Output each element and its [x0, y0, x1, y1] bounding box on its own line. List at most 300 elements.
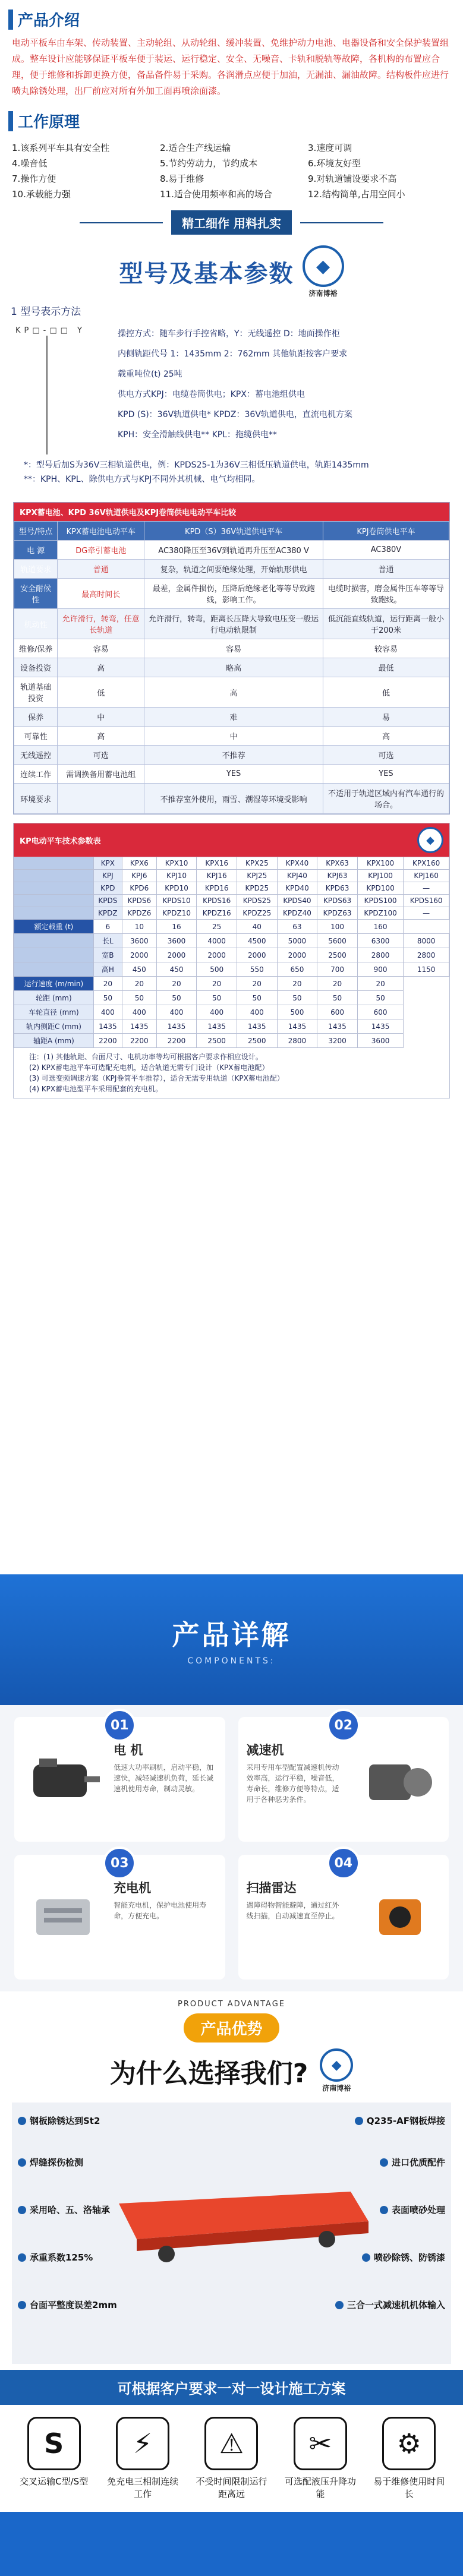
tech-cell: —: [404, 882, 449, 895]
lift-icon: ✂: [294, 2417, 347, 2470]
part-number: 04: [327, 1846, 360, 1880]
model-diagram: [11, 324, 452, 454]
motor-image: [14, 1717, 111, 1842]
tech-row: [14, 1034, 449, 1048]
tech-cell: 3200: [317, 1034, 358, 1048]
compare-body: [14, 541, 449, 814]
compare-cell: 允许滑行，转弯，任意长轨道: [58, 609, 144, 639]
compare-row: [14, 560, 449, 579]
tech-cell: 2200: [156, 1034, 197, 1048]
logo-text: 济南博裕: [308, 289, 338, 298]
working-section: [0, 110, 463, 207]
model-line: 载重吨位(t) 25吨: [118, 370, 182, 379]
compare-row-label: 安全耐候性: [14, 579, 58, 609]
part-desc: 低速大功率刷机，启动平稳，加速快，减轻减速机负荷，延长减速机使用寿命，制动灵敏。: [114, 1763, 214, 1793]
tech-cell: 400: [237, 1005, 278, 1019]
working-item: 11.适合使用频率和高的场合: [160, 189, 272, 200]
tech-cell: 1435: [156, 1019, 197, 1034]
model-line: 内侧轨距代号 1：1435mm 2：762mm 其他轨距按客户要求: [118, 349, 348, 359]
reducer-image: [352, 1717, 449, 1842]
compare-cell: 需调换备用蓄电池组: [58, 765, 144, 784]
why-logo-icon: ◆: [320, 2048, 353, 2082]
tech-row: [14, 948, 449, 962]
compare-cell: 中: [58, 708, 144, 727]
tech-cell: 2200: [93, 1034, 122, 1048]
working-title: 工作原理: [18, 113, 80, 131]
tech-cell: KPDS160: [404, 895, 449, 907]
compare-row-label: 环境要求: [14, 784, 58, 814]
tech-cell: KPJ6: [122, 870, 156, 882]
tech-row-label: 轮距 (mm): [14, 991, 94, 1005]
tech-cell: KPX16: [197, 857, 237, 870]
tech-row: [14, 1005, 449, 1019]
gear-reducer-icon: [358, 1747, 442, 1812]
tech-cell: 50: [122, 991, 156, 1005]
tech-cell: 50: [277, 991, 317, 1005]
part-desc: 采用专用车型配置减速机传动效率高，运行平稳，噪音低，寿命长，维修方便等特点，适用于各种恶劣条件。: [246, 1763, 339, 1804]
feature-icon-label: 不受时间限制运行距离远: [196, 2476, 267, 2499]
compare-row-label: 轨道要求: [14, 560, 58, 579]
working-item: 10.承载能力强: [12, 189, 71, 200]
tech-row-label: KPJ: [93, 870, 122, 882]
model-title-row: [0, 245, 463, 298]
tech-row-label: KPDZ: [93, 907, 122, 920]
tech-cell: KPDS63: [317, 895, 358, 907]
tech-cell: 400: [93, 1005, 122, 1019]
tech-cell: 50: [156, 991, 197, 1005]
tech-group-label: [14, 857, 94, 870]
compare-cell: 可选: [58, 746, 144, 765]
intro-section: [0, 0, 463, 99]
tech-cell: 2500: [237, 1034, 278, 1048]
compare-cell: 高: [144, 677, 323, 708]
tech-cell: 100: [317, 920, 358, 934]
compare-row: [14, 727, 449, 746]
compare-cell: 不推荐: [144, 746, 323, 765]
compare-cell: 低: [58, 677, 144, 708]
compare-cell: 不推荐室外使用，雨雪、潮湿等环境受影响: [144, 784, 323, 814]
tech-cell: 700: [317, 962, 358, 977]
working-item: 2.适合生产线运输: [160, 143, 231, 153]
working-accent-bar: [8, 111, 13, 131]
tech-cell: 20: [277, 977, 317, 991]
tech-cell: KPX160: [404, 857, 449, 870]
tech-cell: 2000: [237, 948, 278, 962]
tech-cell: 2500: [197, 1034, 237, 1048]
tech-note: (2) KPX蓄电池平车可选配充电机，适合轨道无需专门设计（KPX蓄电池配）: [29, 1063, 269, 1072]
tech-cell: 160: [357, 920, 403, 934]
tech-group-label: [14, 962, 94, 977]
detail-title: 产品详解: [172, 1619, 291, 1651]
part-desc: 遇障碍物智能避障，通过红外线扫描，自动减速直至停止。: [246, 1901, 339, 1920]
model-section: [0, 303, 463, 494]
tech-cell: 500: [277, 1005, 317, 1019]
tech-row-label: 车轮直径 (mm): [14, 1005, 94, 1019]
warning-icon: ⚠: [204, 2417, 258, 2470]
part-name: 扫描雷达: [246, 1881, 297, 1895]
why-title: 为什么选择我们?: [109, 2058, 308, 2089]
tech-note: (4) KPX蓄电池型平车采用配套的充电机。: [29, 1085, 163, 1093]
tech-cell: KPDZ6: [122, 907, 156, 920]
compare-cell: 容易: [144, 639, 323, 658]
part-card-charger: [14, 1855, 225, 1980]
tech-cell: KPD10: [156, 882, 197, 895]
model-connector-lines: [46, 336, 118, 454]
part-card-motor: [14, 1717, 225, 1842]
tech-cell: KPD63: [317, 882, 358, 895]
tech-cell: 5600: [317, 934, 358, 948]
compare-row-label: 可靠性: [14, 727, 58, 746]
tech-cell: KPDS25: [237, 895, 278, 907]
compare-row-label: 维修/保养: [14, 639, 58, 658]
part-number: 02: [327, 1709, 360, 1742]
radar-image: [352, 1855, 449, 1980]
tech-cell: 50: [237, 991, 278, 1005]
tech-cell: 1435: [277, 1019, 317, 1034]
tech-cell: 900: [357, 962, 403, 977]
tech-cell: 400: [122, 1005, 156, 1019]
intro-accent-bar: [8, 10, 13, 30]
tech-row: [14, 991, 449, 1005]
tech-cell: KPJ40: [277, 870, 317, 882]
tech-cell: KPDS40: [277, 895, 317, 907]
tech-row-label: KPX: [93, 857, 122, 870]
compare-row-label: 无线遥控: [14, 746, 58, 765]
tech-cell: 2800: [357, 948, 403, 962]
intro-header: [0, 8, 463, 30]
model-heading: 1 型号表示方法: [11, 306, 81, 318]
tech-cell: KPX63: [317, 857, 358, 870]
feature-left: 承重系数125%: [18, 2251, 93, 2264]
tech-cell: 63: [277, 920, 317, 934]
tech-row-label: 长L: [93, 934, 122, 948]
working-item: 8.易于维修: [160, 173, 204, 184]
compare-cell: 低: [323, 677, 449, 708]
craft-banner: [0, 210, 463, 235]
tech-cell: 8000: [404, 934, 449, 948]
feature-icon-item: [104, 2417, 181, 2500]
tech-row: [14, 895, 449, 907]
tech-cell: 1435: [93, 1019, 122, 1034]
wrench-icon: ⚙: [382, 2417, 436, 2470]
working-item: 1.该系列平车具有安全性: [12, 143, 110, 153]
feature-icon-label: 可选配液压升降功能: [284, 2476, 356, 2499]
tech-row-label: 运行速度 (m/min): [14, 977, 94, 991]
compare-cell: AC380V: [323, 541, 449, 560]
tech-cell: KPX6: [122, 857, 156, 870]
compare-row: [14, 658, 449, 677]
tech-row-label: KPDS: [93, 895, 122, 907]
feature-icon-label: 易于维修使用时间长: [373, 2476, 445, 2499]
compare-row: [14, 784, 449, 814]
tech-cell: 2000: [122, 948, 156, 962]
lightning-icon: ⚡: [116, 2417, 169, 2470]
motor-icon: [21, 1747, 105, 1812]
why-heading: [0, 2048, 463, 2093]
compare-cell: 易: [323, 708, 449, 727]
model-line: KPD (S)：36V轨道供电* KPDZ：36V轨道供电，直流电机方案: [118, 410, 352, 419]
tech-cell: KPX10: [156, 857, 197, 870]
tech-cell: KPDS16: [197, 895, 237, 907]
model-note: **：KPH、KPL、除供电方式与KPJ不同外其机械、电气均相同。: [24, 475, 260, 484]
tech-cell: KPJ160: [404, 870, 449, 882]
tech-cell: 1435: [357, 1019, 403, 1034]
tech-cell: 2500: [317, 948, 358, 962]
compare-cell: YES: [323, 765, 449, 784]
feature-icon-item: [370, 2417, 448, 2500]
compare-col-header: KPD（S）36V轨道供电平车: [144, 522, 323, 541]
part-card-reducer: [238, 1717, 449, 1842]
compare-table: [14, 521, 449, 814]
compare-cell: 允许滑行，转弯，距离长压降大导致电压变一般运行电动轨限制: [144, 609, 323, 639]
compare-cell: 容易: [58, 639, 144, 658]
tech-cell: 400: [156, 1005, 197, 1019]
compare-title: KPX蓄电池、KPD 36V轨道供电及KPJ卷筒供电电动平车比较: [14, 503, 449, 521]
tech-cell: 20: [237, 977, 278, 991]
compare-row-label: 轨道基础投资: [14, 677, 58, 708]
advantage-en: PRODUCT ADVANTAGE: [177, 2000, 286, 2009]
model-big-title: 型号及基本参数: [119, 260, 294, 288]
features-board: [12, 2103, 451, 2364]
flat-cart-image: [101, 2156, 374, 2275]
tech-cell: KPJ10: [156, 870, 197, 882]
tech-cell: 4500: [237, 934, 278, 948]
tech-cell: KPX100: [357, 857, 403, 870]
part-card-radar: [238, 1855, 449, 1980]
feature-left: 台面平整度误差2mm: [18, 2299, 117, 2311]
tech-cell: —: [404, 907, 449, 920]
compare-cell: 低沉能直线轨道，运行距离一般小于200米: [323, 609, 449, 639]
part-desc: 智能充电机，保护电池使用寿命，方便充电。: [114, 1901, 207, 1920]
tech-group-label: [14, 870, 94, 882]
tech-cell: 1435: [122, 1019, 156, 1034]
feature-icon-item: [15, 2417, 93, 2500]
tech-notes: [14, 1048, 449, 1098]
feature-left: 钢板除锈达到St2: [18, 2114, 100, 2127]
tech-cell: 4000: [197, 934, 237, 948]
tech-group-label: [14, 895, 94, 907]
tech-cell: 6300: [357, 934, 403, 948]
compare-cell: 高: [58, 727, 144, 746]
feature-icon-label: 免充电三相制连续工作: [107, 2476, 179, 2499]
tech-cell: KPJ63: [317, 870, 358, 882]
why-logo: [320, 2048, 353, 2093]
feature-right: 喷砂除锈、防锈漆: [362, 2251, 445, 2264]
tech-table-wrap: [13, 823, 450, 1098]
tech-cell: 16: [156, 920, 197, 934]
compare-cell: 难: [144, 708, 323, 727]
compare-row: [14, 609, 449, 639]
model-note: *：型号后加S为36V三相轨道供电，例：KPDS25-1为36V三相低压轨道供电，轨距1435mm: [24, 460, 369, 470]
feature-icons-row: [0, 2405, 463, 2512]
tech-row: [14, 920, 449, 934]
tech-row: [14, 1019, 449, 1034]
tech-row-label: 额定载重 (t): [14, 920, 94, 934]
working-item: 6.环境友好型: [308, 158, 361, 169]
feature-right: 三合一式减速机机体输入: [335, 2299, 445, 2311]
feature-right: 进口优质配件: [380, 2156, 445, 2168]
tech-cell: 1435: [237, 1019, 278, 1034]
tech-cell: 600: [317, 1005, 358, 1019]
parts-grid: [0, 1705, 463, 1991]
tech-cell: 2800: [404, 948, 449, 962]
feature-icon-item: [282, 2417, 359, 2500]
charger-icon: [21, 1884, 105, 1950]
tech-cell: 20: [317, 977, 358, 991]
tech-group-label: [14, 934, 94, 948]
compare-cell: [58, 784, 144, 814]
feature-left: 焊缝探伤检测: [18, 2156, 83, 2168]
compare-cell: 略高: [144, 658, 323, 677]
tech-cell: KPD25: [237, 882, 278, 895]
model-line: 操控方式：随车步行手控省略，Y：无线遥控 D：地面操作柜: [118, 329, 340, 339]
tech-cell: 20: [357, 977, 403, 991]
tech-row-label: KPD: [93, 882, 122, 895]
compare-row: [14, 579, 449, 609]
compare-col-header: KPJ卷筒供电平车: [323, 522, 449, 541]
tech-cell: 1435: [317, 1019, 358, 1034]
compare-row-label: 连续工作: [14, 765, 58, 784]
tech-cell: 20: [197, 977, 237, 991]
tech-body: [14, 857, 449, 1048]
tech-cell: 2200: [122, 1034, 156, 1048]
tech-cell: 600: [357, 1005, 403, 1019]
compare-header-row: [14, 522, 449, 541]
compare-col-header: KPX蓄电池电动平车: [58, 522, 144, 541]
compare-cell: DG牵引蓄电池: [58, 541, 144, 560]
tech-row-label: 轴距A (mm): [14, 1034, 94, 1048]
tech-cell: KPX40: [277, 857, 317, 870]
feature-icon-label: 交叉运输C型/S型: [20, 2476, 89, 2487]
tech-cell: KPDZ40: [277, 907, 317, 920]
tech-cell: 50: [357, 991, 403, 1005]
tech-logo-icon: ◆: [417, 827, 443, 853]
compare-cell: 电缆时损害，磨金属件压车等等导致跑线。: [323, 579, 449, 609]
tech-table: [14, 857, 449, 1048]
model-line: 供电方式KPJ：电缆卷筒供电；KPX：蓄电池组供电: [118, 390, 305, 399]
why-logo-text: 济南博裕: [322, 2084, 351, 2092]
tech-title-bar: [14, 823, 449, 857]
tech-cell: KPDZ25: [237, 907, 278, 920]
compare-cell: 普通: [323, 560, 449, 579]
part-name: 电 机: [114, 1743, 143, 1757]
tech-row: [14, 857, 449, 870]
compare-cell: YES: [144, 765, 323, 784]
tech-cell: 400: [197, 1005, 237, 1019]
working-header: [0, 110, 463, 132]
tech-cell: 1435: [197, 1019, 237, 1034]
working-item: 4.噪音低: [12, 158, 48, 169]
tech-cell: 2800: [277, 1034, 317, 1048]
tech-cell: 450: [156, 962, 197, 977]
tech-title: KP电动平车技术参数表: [20, 836, 101, 846]
custom-design-bar: 可根据客户要求一对一设计施工方案: [0, 2370, 463, 2405]
compare-cell: 最差，金属件损伤，压降后绝缘老化等等导致跑线，影响工作。: [144, 579, 323, 609]
compare-row-label: 电 源: [14, 541, 58, 560]
tech-cell: KPDZ16: [197, 907, 237, 920]
feature-right: Q235-AF钢板焊接: [355, 2114, 445, 2127]
tech-note: (3) 可选变频调速方案（KPJ卷筒平车推荐），适合无需专用轨道（KPX蓄电池配）: [29, 1074, 284, 1082]
tech-cell: KPDS6: [122, 895, 156, 907]
detail-section: [0, 1574, 463, 2576]
compare-col-header: 型号/特点: [14, 522, 58, 541]
tech-row: [14, 934, 449, 948]
feature-icon-item: [193, 2417, 270, 2500]
compare-table-wrap: [13, 502, 450, 815]
tech-cell: 5000: [277, 934, 317, 948]
compare-cell: AC380降压至36V到轨道再升压至AC380 V: [144, 541, 323, 560]
tech-cell: 20: [122, 977, 156, 991]
tech-cell: 40: [237, 920, 278, 934]
compare-row-label: 机动性: [14, 609, 58, 639]
tech-cell: KPJ100: [357, 870, 403, 882]
compare-cell: 最低: [323, 658, 449, 677]
compare-cell: 中: [144, 727, 323, 746]
tech-row-label: 轨内侧距C (mm): [14, 1019, 94, 1034]
craft-label: 精工细作 用料扎实: [171, 210, 292, 235]
working-item: 9.对轨道铺设要求不高: [308, 173, 397, 184]
compare-row: [14, 639, 449, 658]
tech-cell: 20: [93, 977, 122, 991]
tech-row-label: 高H: [93, 962, 122, 977]
tech-cell: 3600: [122, 934, 156, 948]
compare-cell: 不适用于轨道区域内有汽车通行的场合。: [323, 784, 449, 814]
tech-cell: 50: [317, 991, 358, 1005]
tech-cell: 50: [197, 991, 237, 1005]
compare-cell: 高: [58, 658, 144, 677]
tech-group-label: [14, 907, 94, 920]
tech-cell: 1150: [404, 962, 449, 977]
tech-row: [14, 962, 449, 977]
tech-cell: KPJ16: [197, 870, 237, 882]
model-code: KP□-□□ Y: [15, 326, 86, 335]
tech-logo: [417, 827, 443, 853]
intro-paragraph: 电动平板车由车架、传动装置、主动轮组、从动轮组、缓冲装置、免维护动力电池、电器设备和安全保护装置组成。整车设计应能够保证平板车便于装运、运行稳定、安全、无噪音、卡轨和脱轨等故障，各机构的布置应合理，便于维修和拆卸更换方便，备品备件易于采购。各润滑点应便于加油，无漏油、漏油故障。结构板件应进行喷丸除锈处理，出厂前应对所有外加工面再喷涂面漆。: [12, 37, 449, 96]
tech-cell: KPD100: [357, 882, 403, 895]
working-item: 3.速度可调: [308, 143, 352, 153]
tech-note: 注：(1) 其他轨距、台面尺寸、电机功率等均可根据客户要求作相应设计。: [29, 1053, 263, 1061]
advantage-pill: 产品优势: [184, 2013, 279, 2043]
craft-line-right: [300, 222, 383, 223]
radar-icon: [358, 1884, 442, 1950]
compare-cell: 高: [323, 727, 449, 746]
compare-cell: 最高时间长: [58, 579, 144, 609]
part-name: 充电机: [114, 1881, 152, 1895]
tech-cell: 2000: [156, 948, 197, 962]
tech-row: [14, 870, 449, 882]
working-list: [0, 137, 463, 207]
detail-hero: [0, 1574, 463, 1705]
tech-group-label: [14, 948, 94, 962]
tech-cell: KPD40: [277, 882, 317, 895]
tech-cell: KPDZ63: [317, 907, 358, 920]
part-number: 03: [103, 1846, 136, 1880]
tech-cell: KPDZ10: [156, 907, 197, 920]
tech-cell: KPDS100: [357, 895, 403, 907]
compare-cell: 普通: [58, 560, 144, 579]
tech-cell: 550: [237, 962, 278, 977]
compare-row: [14, 677, 449, 708]
working-item: 7.操作方便: [12, 173, 56, 184]
compare-row: [14, 765, 449, 784]
tech-cell: KPD6: [122, 882, 156, 895]
tech-cell: KPDZ100: [357, 907, 403, 920]
tech-row: [14, 907, 449, 920]
tech-cell: 450: [122, 962, 156, 977]
tech-cell: 10: [122, 920, 156, 934]
intro-title: 产品介绍: [18, 12, 80, 30]
tech-group-label: [14, 882, 94, 895]
